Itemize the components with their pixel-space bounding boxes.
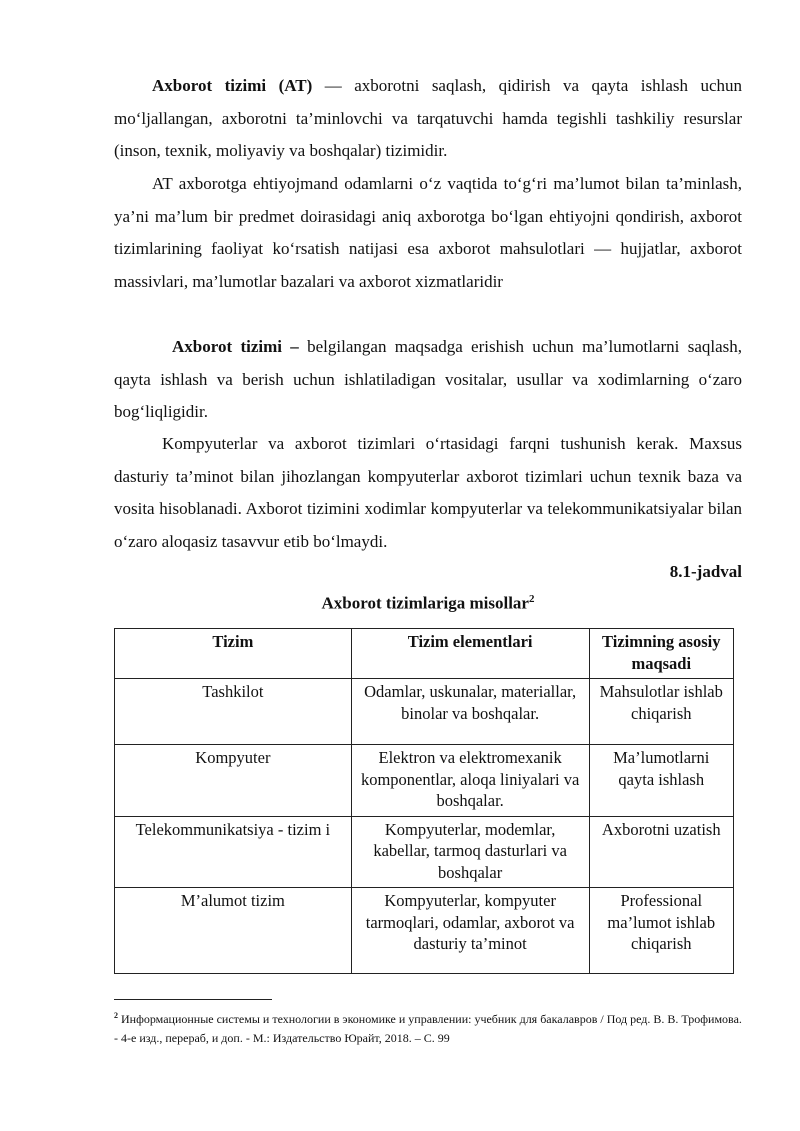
table-row xyxy=(115,816,734,888)
header-purpose: Tizimning asosiy maqsadi xyxy=(589,629,733,679)
table-number: 8.1-jadval xyxy=(669,562,742,581)
paragraph-3 xyxy=(114,331,742,429)
term-bold: Axborot tizimi – xyxy=(172,337,299,356)
footnote-text: Информационные системы и технологии в экономике и управлении: учебник для бакалавров / Под ред. В. В. Трофимова. - 4-е изд., перераб, и доп. - М.: Издательство Юрайт, 2018. – С. 99 xyxy=(114,1012,742,1045)
table-cell: Elektron va elektromexanik komponentlar, aloqa liniyalari va boshqalar. xyxy=(351,745,589,817)
footnote-mark: 2 xyxy=(114,1011,118,1020)
header-system: Tizim xyxy=(115,629,352,679)
table-row xyxy=(115,679,734,745)
header-elements: Tizim elementlari xyxy=(351,629,589,679)
table-row xyxy=(115,745,734,817)
paragraph-text: AT axborotga ehtiyojmand odamlarni o‘z vaqtida to‘g‘ri ma’lumot bilan ta’minlash, ya’ni ma’lum bir predmet doirasidagi aniq axborotga bo‘lgan ehtiyojni qondirish, axborot tizimlarining faoliyat ko‘rsatish natijasi esa axborot mahsulotlari — hujjatlar, axborot massivlari, ma’lumotlar bazalari va axborot xizmatlaridir xyxy=(114,174,742,291)
examples-table xyxy=(114,628,734,974)
table-cell: Odamlar, uskunalar, materiallar, binolar va boshqalar. xyxy=(351,679,589,745)
table-header-row xyxy=(115,629,734,679)
table-cell: Ma’lumotlarni qayta ishlash xyxy=(589,745,733,817)
table-title xyxy=(114,593,742,614)
table-cell: Axborotni uzatish xyxy=(589,816,733,888)
table-cell: Kompyuterlar, modemlar, kabellar, tarmoq dasturlari va boshqalar xyxy=(351,816,589,888)
paragraph-text: Kompyuterlar va axborot tizimlari o‘rtasidagi farqni tushunish kerak. Maxsus dasturiy ta’minot bilan jihozlangan kompyuterlar axborot tizimlari uchun texnik baza va vosita hisoblanadi. Axborot tizimini xodimlar kompyuterlar va telekommunikatsiyalar bilan o‘zaro aloqasiz tasavvur etib bo‘lmaydi. xyxy=(114,434,742,551)
table-cell: Telekommunikatsiya - tizim i xyxy=(115,816,352,888)
paragraph-4 xyxy=(114,428,742,558)
footnote xyxy=(114,1006,742,1048)
table-cell: Tashkilot xyxy=(115,679,352,745)
table-row xyxy=(115,888,734,974)
table-cell: Mahsulotlar ishlab chiqarish xyxy=(589,679,733,745)
table-cell: Professional ma’lumot ishlab chiqarish xyxy=(589,888,733,974)
footnote-divider xyxy=(114,999,272,1000)
paragraph-1 xyxy=(114,70,742,168)
table-cell: M’alumot tizim xyxy=(115,888,352,974)
table-cell: Kompyuter xyxy=(115,745,352,817)
term-bold: Axborot tizimi (AT) xyxy=(152,76,313,95)
paragraph-2 xyxy=(114,168,742,298)
table-title-text: Axborot tizimlariga misollar xyxy=(321,593,529,613)
table-cell: Kompyuterlar, kompyuter tarmoqlari, odamlar, axborot va dasturiy ta’minot xyxy=(351,888,589,974)
paragraph-text: — axborotni saqlash, qidirish va qayta ishlash uchun mo‘ljallangan, axborotni ta’minlovchi va tarqatuvchi hamda tegishli tashkiliy resurslar (inson, texnik, moliyaviy va boshqalar) tizimidir. xyxy=(114,76,742,161)
footnote-reference[interactable]: 2 xyxy=(528,593,535,605)
paragraph-text: belgilangan maqsadga erishish uchun ma’lumotlarni saqlash, qayta ishlash va berish uchun ishlatiladigan vositalar, usullar va xodimlarning o‘zaro bog‘liqligidir. xyxy=(114,337,742,422)
